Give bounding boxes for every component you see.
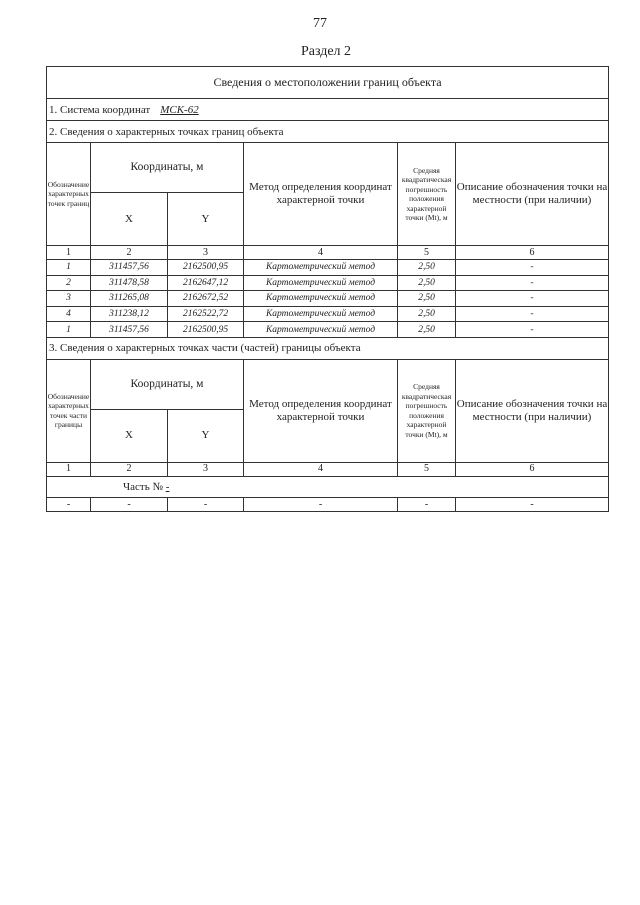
col-number: 5 bbox=[398, 462, 456, 476]
coord-system-row bbox=[47, 99, 609, 121]
header-designation: Обозначение характерных точек границ bbox=[47, 143, 91, 246]
col-number: 6 bbox=[456, 246, 609, 260]
table-row bbox=[47, 291, 609, 307]
method: Картометрический метод bbox=[244, 291, 398, 307]
coord-x: 311457,56 bbox=[91, 322, 168, 338]
col-number: 5 bbox=[398, 246, 456, 260]
description: - bbox=[456, 322, 609, 338]
error: 2,50 bbox=[398, 322, 456, 338]
description: - bbox=[456, 260, 609, 276]
method: Картометрический метод bbox=[244, 306, 398, 322]
empty-cell: - bbox=[47, 497, 91, 511]
col-number: 2 bbox=[91, 462, 168, 476]
col-number: 3 bbox=[168, 246, 244, 260]
col-number: 3 bbox=[168, 462, 244, 476]
table-title: Сведения о местоположении границ объекта bbox=[47, 67, 609, 99]
coord-y: 2162647,12 bbox=[168, 275, 244, 291]
coord-y: 2162672,52 bbox=[168, 291, 244, 307]
point-id: 2 bbox=[47, 275, 91, 291]
coord-system-value: МСК-62 bbox=[160, 103, 199, 116]
empty-cell: - bbox=[244, 497, 398, 511]
empty-cell: - bbox=[91, 497, 168, 511]
coord-x: 311457,56 bbox=[91, 260, 168, 276]
header-designation-part: Обозначение характерных точек части границы bbox=[47, 359, 91, 462]
method: Картометрический метод bbox=[244, 260, 398, 276]
section3-title: 3. Сведения о характерных точках части (частей) границы объекта bbox=[47, 337, 609, 359]
header-y: Y bbox=[168, 193, 244, 246]
table-row bbox=[47, 260, 609, 276]
col-number: 2 bbox=[91, 246, 168, 260]
header-coordinates-part: Координаты, м bbox=[91, 359, 244, 409]
col-number: 4 bbox=[244, 246, 398, 260]
description: - bbox=[456, 291, 609, 307]
header-error-part: Средняя квадратическая погрешность положения характерной точки (Mt), м bbox=[398, 359, 456, 462]
coord-x: 311478,58 bbox=[91, 275, 168, 291]
description: - bbox=[456, 306, 609, 322]
header-x: X bbox=[91, 193, 168, 246]
coord-system-label: 1. Система координат bbox=[49, 103, 151, 116]
header-description-part: Описание обозначения точки на местности (при наличии) bbox=[456, 359, 609, 462]
col-number: 4 bbox=[244, 462, 398, 476]
header-description: Описание обозначения точки на местности (при наличии) bbox=[456, 143, 609, 246]
empty-cell: - bbox=[398, 497, 456, 511]
section2-title: 2. Сведения о характерных точках границ объекта bbox=[47, 121, 609, 143]
coord-x: 311265,08 bbox=[91, 291, 168, 307]
section-title: Раздел 2 bbox=[300, 44, 352, 59]
point-id: 4 bbox=[47, 306, 91, 322]
table-row bbox=[47, 275, 609, 291]
empty-row bbox=[47, 497, 609, 511]
header-y-part: Y bbox=[168, 409, 244, 462]
empty-cell: - bbox=[168, 497, 244, 511]
header-coordinates: Координаты, м bbox=[91, 143, 244, 193]
part-label: Часть № bbox=[123, 480, 163, 493]
method: Картометрический метод bbox=[244, 275, 398, 291]
column-numbers-row-part bbox=[47, 462, 609, 476]
point-id: 3 bbox=[47, 291, 91, 307]
header-method: Метод определения координат характерной точки bbox=[244, 143, 398, 246]
description: - bbox=[456, 275, 609, 291]
point-id: 1 bbox=[47, 322, 91, 338]
col-number: 6 bbox=[456, 462, 609, 476]
header-x-part: X bbox=[91, 409, 168, 462]
error: 2,50 bbox=[398, 291, 456, 307]
boundary-table bbox=[46, 66, 609, 512]
col-number: 1 bbox=[47, 246, 91, 260]
part-number-row bbox=[47, 476, 609, 497]
column-numbers-row bbox=[47, 246, 609, 260]
table-row bbox=[47, 306, 609, 322]
header-method-part: Метод определения координат характерной точки bbox=[244, 359, 398, 462]
col-number: 1 bbox=[47, 462, 91, 476]
part-value: - bbox=[165, 480, 170, 493]
table-row bbox=[47, 322, 609, 338]
page-number: 77 bbox=[313, 16, 327, 31]
coord-x: 311238,12 bbox=[91, 306, 168, 322]
coord-y: 2162500,95 bbox=[168, 322, 244, 338]
method: Картометрический метод bbox=[244, 322, 398, 338]
header-error: Средняя квадратическая погрешность положения характерной точки (Mt), м bbox=[398, 143, 456, 246]
coord-y: 2162522,72 bbox=[168, 306, 244, 322]
error: 2,50 bbox=[398, 275, 456, 291]
coord-y: 2162500,95 bbox=[168, 260, 244, 276]
point-id: 1 bbox=[47, 260, 91, 276]
error: 2,50 bbox=[398, 306, 456, 322]
error: 2,50 bbox=[398, 260, 456, 276]
empty-cell: - bbox=[456, 497, 609, 511]
